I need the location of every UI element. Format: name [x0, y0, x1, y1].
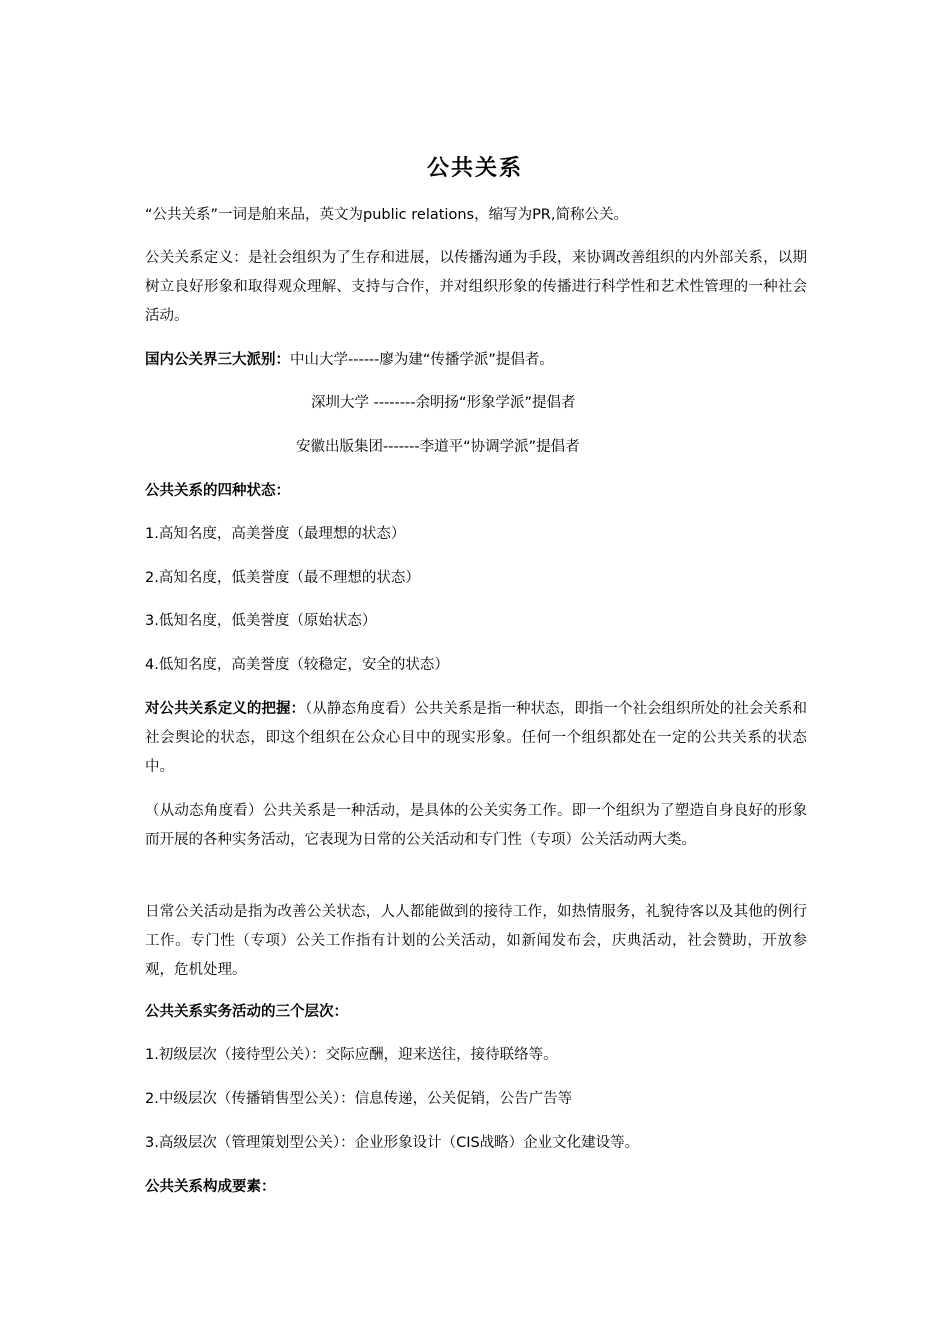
intro-paragraph: “公共关系”一词是舶来品，英文为public relations，缩写为PR,简称公关。: [145, 207, 628, 223]
school-line-3: 安徽出版集团-------李道平“协调学派”提倡者: [296, 439, 580, 455]
grasp-heading: 对公共关系定义的把握：: [145, 701, 306, 717]
state-item: 4.低知名度，高美誉度（较稳定，安全的状态）: [145, 657, 449, 673]
school-line-2: 深圳大学 --------余明扬“形象学派”提倡者: [311, 395, 576, 411]
level-item: 1.初级层次（接待型公关）：交际应酬，迎来送往，接待联络等。: [145, 1047, 558, 1063]
elements-heading: 公共关系构成要素：: [145, 1179, 276, 1195]
school-line-1: 中山大学------廖为建“传播学派”提倡者。: [290, 352, 554, 368]
schools-heading: 国内公关界三大派别：: [145, 352, 290, 368]
state-item: 2.高知名度，低美誉度（最不理想的状态）: [145, 570, 420, 586]
state-item: 3.低知名度，低美誉度（原始状态）: [145, 613, 377, 629]
states-heading: 公共关系的四种状态：: [145, 483, 290, 499]
schools-paragraph: [145, 346, 807, 375]
document-title: 公共关系: [426, 156, 523, 181]
grasp-static-text: （从静态角度看）公共关系是指一种状态，即指一个社会组织所处的社会关系和社会舆论的状态，即这个组织在公众心目中的现实形象。任何一个组织都处在一定的公共关系的状态中。: [145, 701, 808, 775]
daily-activity-paragraph: 日常公关活动是指为改善公关状态，人人都能做到的接待工作，如热情服务，礼貌待客以及其他的例行工作。专门性（专项）公关工作指有计划的公关活动，如新闻发布会，庆典活动，社会赞助，开放参观，危机处理。: [145, 904, 807, 978]
levels-heading: 公共关系实务活动的三个层次：: [145, 1004, 348, 1020]
grasp-dynamic-paragraph: （从动态角度看）公共关系是一种活动，是具体的公关实务工作。即一个组织为了塑造自身良好的形象而开展的各种实务活动，它表现为日常的公关活动和专门性（专项）公关活动两大类。: [145, 803, 807, 848]
level-item: 3.高级层次（管理策划型公关）：企业形象设计（CIS战略）企业文化建设等。: [145, 1135, 640, 1151]
definition-paragraph: 公关关系定义：是社会组织为了生存和进展，以传播沟通为手段，来协调改善组织的内外部关系，以期树立良好形象和取得观众理解、支持与合作，并对组织形象的传播进行科学性和艺术性管理的一种社会活动。: [145, 250, 807, 324]
level-item: 2.中级层次（传播销售型公关）：信息传递，公关促销，公告广告等: [145, 1091, 573, 1107]
state-item: 1.高知名度，高美誉度（最理想的状态）: [145, 526, 406, 542]
grasp-paragraph: [145, 695, 807, 782]
